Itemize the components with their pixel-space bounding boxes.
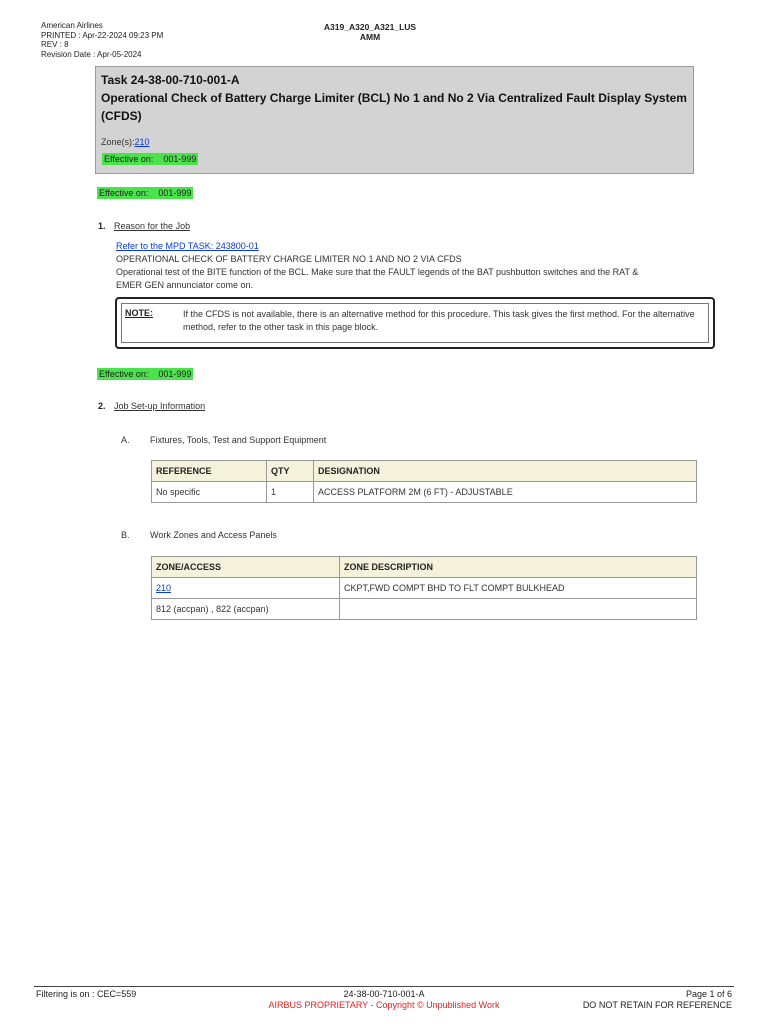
page-number: Page 1 of 6 [685, 989, 732, 999]
effective-label: Effective on: [99, 369, 149, 379]
equipment-table [151, 460, 697, 503]
task-heading [101, 71, 691, 125]
zone-link[interactable]: 210 [134, 137, 150, 147]
zone-link[interactable]: 210 [156, 583, 172, 593]
column-header: ZONE DESCRIPTION [340, 557, 697, 578]
document-header-center [300, 22, 440, 42]
task-number: Task 24-38-00-710-001-A [101, 73, 240, 87]
reason-line: Operational test of the BITE function of the BCL. Make sure that the FAULT legends of the BAT pushbutton switches and the RAT & [116, 267, 639, 277]
effective-value: 001-999 [158, 188, 192, 198]
effective-label: Effective on: [99, 188, 149, 198]
manual-type: AMM [359, 32, 381, 42]
column-header: REFERENCE [152, 461, 267, 482]
task-description: Operational Check of Battery Charge Limiter (BCL) No 1 and No 2 Via Centralized Fault Display System (CFDS) [101, 91, 687, 123]
revision-number: REV : 8 [41, 40, 69, 50]
effective-value: 001-999 [158, 369, 192, 379]
airline-name: American Airlines [41, 21, 103, 30]
task-box [95, 66, 694, 174]
note-text: If the CFDS is not available, there is an alternative method for this procedure. This task gives the first method. For the alternative method, refer to the other task in this page block. [183, 309, 695, 332]
table-header-row [152, 557, 697, 578]
zones-table [151, 556, 697, 620]
note-box [115, 297, 715, 349]
subsection-b-heading [121, 529, 277, 542]
table-row [152, 482, 697, 503]
effective-value: 001-999 [163, 154, 197, 164]
table-cell [152, 578, 340, 599]
table-cell: 1 [267, 482, 314, 503]
aircraft-models: A319_A320_A321_LUS [323, 22, 417, 32]
effectivity-badge [97, 187, 193, 199]
subsection-letter: A. [121, 435, 130, 445]
note-label: NOTE: [125, 308, 153, 318]
filtering-status: Filtering is on : CEC=559 [36, 989, 137, 999]
table-cell: 812 (accpan) , 822 (accpan) [152, 599, 340, 620]
section-title: Job Set-up Information [114, 401, 206, 411]
footer-divider [34, 986, 734, 987]
subsection-a-heading [121, 434, 326, 447]
zone-label: Zone(s): [101, 137, 135, 147]
reason-line: EMER GEN annunciator come on. [116, 280, 254, 290]
table-cell [340, 599, 697, 620]
retain-notice: DO NOT RETAIN FOR REFERENCE [582, 1000, 732, 1010]
revision-date: Revision Date : Apr-05-2024 [41, 49, 142, 59]
task-zones [101, 137, 150, 147]
column-header: DESIGNATION [314, 461, 697, 482]
printed-date: PRINTED : Apr-22-2024 09:23 PM [41, 30, 164, 40]
table-cell: ACCESS PLATFORM 2M (6 FT) - ADJUSTABLE [314, 482, 697, 503]
mpd-task-link[interactable]: Refer to the MPD TASK: 243800-01 [116, 241, 259, 251]
section-2-heading [98, 401, 205, 411]
table-row [152, 578, 697, 599]
copyright-notice: AIRBUS PROPRIETARY - Copyright © Unpublished Work [268, 1000, 500, 1010]
document-header-left [41, 21, 163, 59]
table-cell: CKPT,FWD COMPT BHD TO FLT COMPT BULKHEAD [340, 578, 697, 599]
section-number: 1. [98, 221, 106, 231]
section-title: Reason for the Job [114, 221, 191, 231]
column-header: QTY [267, 461, 314, 482]
section-1-body [116, 240, 716, 292]
subsection-letter: B. [121, 530, 130, 540]
table-header-row [152, 461, 697, 482]
task-effectivity [102, 153, 198, 165]
subsection-title: Fixtures, Tools, Test and Support Equipment [150, 435, 327, 445]
table-cell: No specific [152, 482, 267, 503]
section-1-heading [98, 221, 190, 231]
effectivity-badge [97, 368, 193, 380]
effective-label: Effective on: [104, 154, 154, 164]
subsection-title: Work Zones and Access Panels [150, 530, 277, 540]
footer-task-ref: 24-38-00-710-001-A [343, 989, 425, 999]
table-row [152, 599, 697, 620]
column-header: ZONE/ACCESS [152, 557, 340, 578]
section-number: 2. [98, 401, 106, 411]
reason-line: OPERATIONAL CHECK OF BATTERY CHARGE LIMITER NO 1 AND NO 2 VIA CFDS [116, 254, 462, 264]
